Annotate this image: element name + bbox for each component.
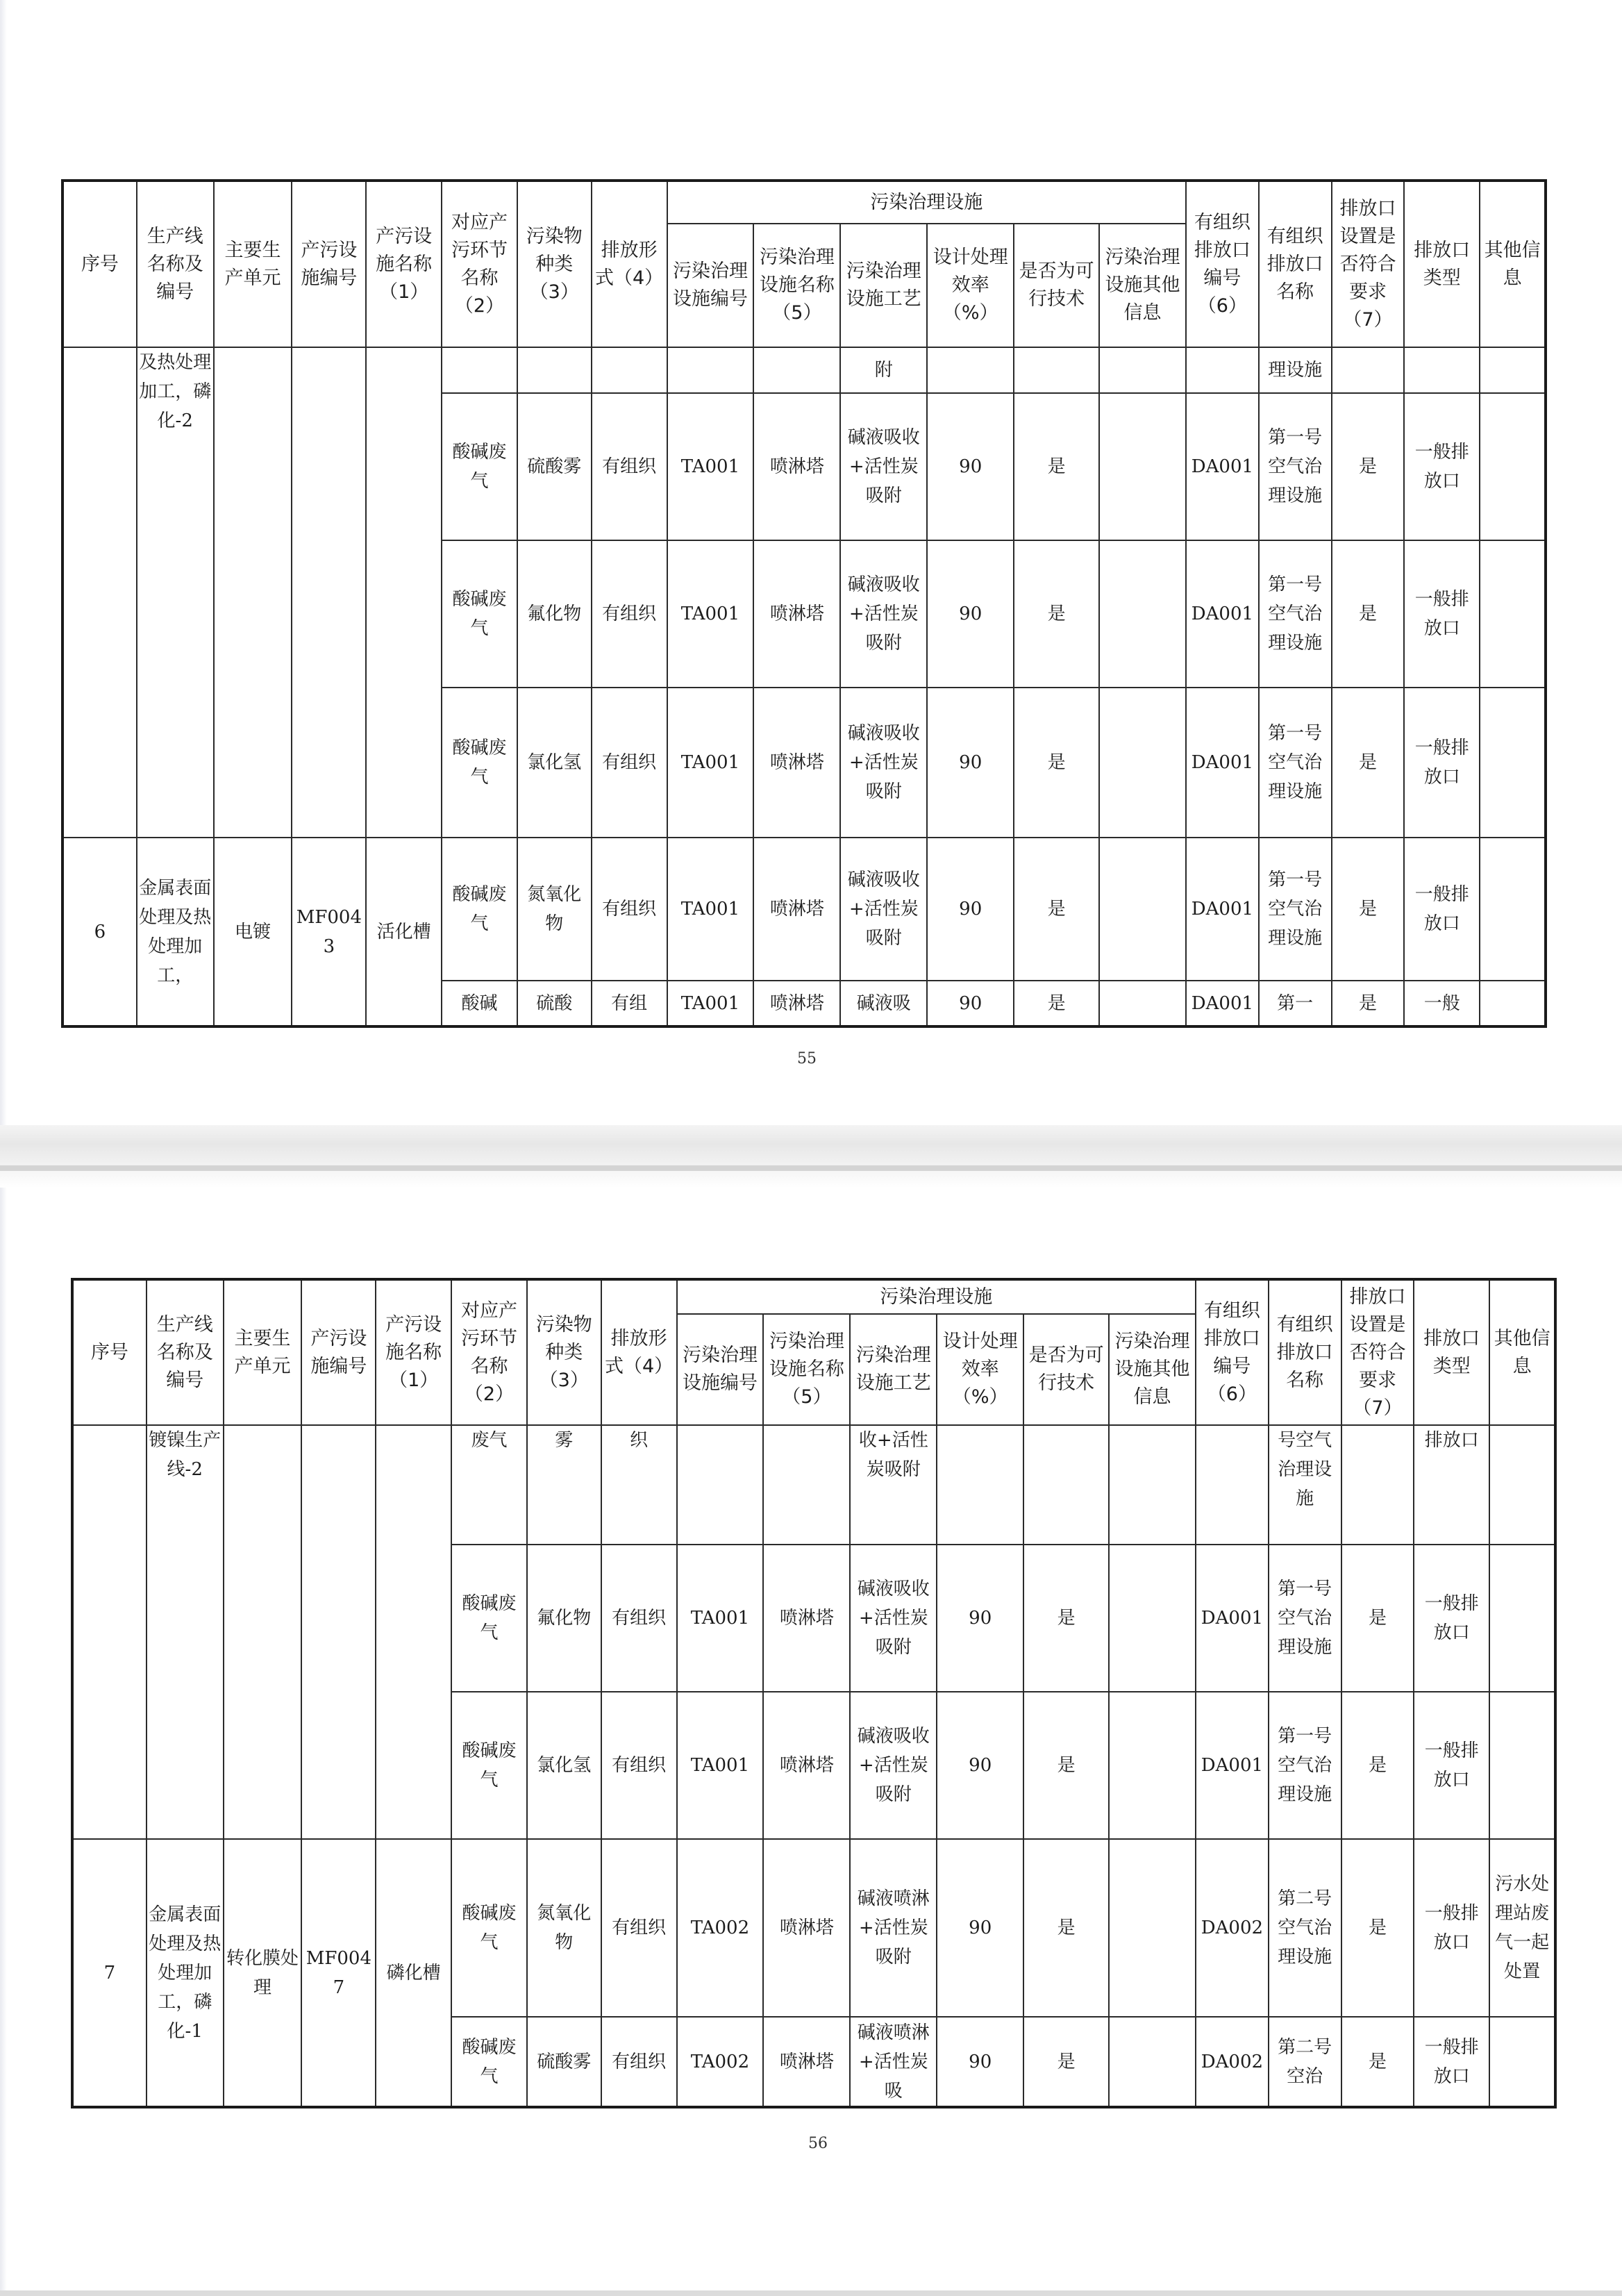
link-cell <box>442 347 517 393</box>
type-cell: 一般排放口 <box>1414 2017 1489 2107</box>
compliant-cell: 是 <box>1332 393 1405 540</box>
mode-cell: 有组织 <box>592 688 667 838</box>
page-number: 56 <box>808 2135 828 2152</box>
treat-other-cell <box>1099 838 1186 981</box>
treat-other-cell <box>1109 1692 1196 1839</box>
feasible-cell: 是 <box>1023 1545 1109 1692</box>
other-cell <box>1480 540 1546 688</box>
header-emission-mode: 排放形式（4） <box>592 181 667 347</box>
unit-cell: 电镀 <box>214 838 292 1026</box>
compliant-cell <box>1332 347 1405 393</box>
outlet-name-cell: 第二号空治 <box>1269 2017 1341 2107</box>
other-cell <box>1489 2017 1555 2107</box>
treat-other-cell <box>1099 393 1186 540</box>
outlet-name-cell: 第一号空气治理设施 <box>1259 838 1332 981</box>
outlet-no-cell: DA001 <box>1196 1545 1269 1692</box>
process-cell: 碱液吸 <box>840 981 927 1026</box>
treat-other-cell <box>1109 1425 1196 1545</box>
link-cell: 酸碱 <box>442 981 517 1026</box>
header-efficiency: 设计处理效率（%） <box>937 1314 1023 1425</box>
type-cell: 一般排放口 <box>1414 1839 1489 2017</box>
header-treat-process: 污染治理设施工艺 <box>850 1314 937 1425</box>
table-row <box>62 347 1546 393</box>
outlet-name-cell: 第一号空气治理设施 <box>1269 1692 1341 1839</box>
feasible-cell: 是 <box>1014 688 1099 838</box>
unit-cell <box>214 347 292 838</box>
outlet-name-cell: 第一号空气治理设施 <box>1259 688 1332 838</box>
compliant-cell <box>1341 1425 1414 1545</box>
type-cell: 一般排放口 <box>1404 540 1480 688</box>
compliant-cell: 是 <box>1341 2017 1414 2107</box>
treat-no-cell: TA001 <box>667 838 754 981</box>
pollutant-cell: 氟化物 <box>517 540 592 688</box>
treat-no-cell: TA001 <box>677 1545 764 1692</box>
eff-cell: 90 <box>927 540 1014 688</box>
process-cell: 碱液喷淋+活性炭吸附 <box>850 1839 937 2017</box>
header-group-treatment: 污染治理设施 <box>667 181 1187 224</box>
table-row <box>72 1425 1555 1545</box>
treat-other-cell <box>1109 1839 1196 2017</box>
other-cell <box>1480 981 1546 1026</box>
link-cell: 酸碱废气 <box>442 540 517 688</box>
page-56 <box>0 1195 1622 2278</box>
facility-no-cell: MF0043 <box>292 838 366 1026</box>
header-facility-no: 产污设施编号 <box>301 1279 376 1425</box>
header-emission-mode: 排放形式（4） <box>601 1279 677 1425</box>
type-cell: 一般排放口 <box>1404 688 1480 838</box>
header-group-treatment: 污染治理设施 <box>677 1279 1196 1314</box>
outlet-name-cell: 理设施 <box>1259 347 1332 393</box>
pollutant-cell: 雾 <box>527 1425 601 1545</box>
outlet-no-cell <box>1186 347 1259 393</box>
eff-cell: 90 <box>927 688 1014 838</box>
feasible-cell: 是 <box>1023 1692 1109 1839</box>
pollutant-cell: 硫酸 <box>517 981 592 1026</box>
process-cell: 附 <box>840 347 927 393</box>
treat-other-cell <box>1109 1545 1196 1692</box>
outlet-no-cell: DA001 <box>1186 688 1259 838</box>
treat-name-cell: 喷淋塔 <box>753 540 840 688</box>
header-seq: 序号 <box>72 1279 147 1425</box>
treat-no-cell <box>667 347 754 393</box>
header-treat-other: 污染治理设施其他信息 <box>1099 224 1186 347</box>
mode-cell: 织 <box>601 1425 677 1545</box>
outlet-name-cell: 第一号空气治理设施 <box>1259 393 1332 540</box>
link-cell: 酸碱废气 <box>442 393 517 540</box>
facility-no-cell <box>292 347 366 838</box>
eff-cell: 90 <box>937 1545 1023 1692</box>
outlet-no-cell <box>1196 1425 1269 1545</box>
process-cell: 碱液吸收+活性炭吸附 <box>840 688 927 838</box>
feasible-cell: 是 <box>1014 981 1099 1026</box>
outlet-name-cell: 第一号空气治理设施 <box>1259 540 1332 688</box>
outlet-no-cell: DA002 <box>1196 1839 1269 2017</box>
link-cell: 酸碱废气 <box>451 2017 527 2107</box>
outlet-name-cell: 号空气治理设施 <box>1269 1425 1341 1545</box>
header-facility-name: 产污设施名称（1） <box>366 181 442 347</box>
header-feasible: 是否为可行技术 <box>1014 224 1099 347</box>
pollutant-cell <box>517 347 592 393</box>
feasible-cell <box>1023 1425 1109 1545</box>
treat-other-cell <box>1109 2017 1196 2107</box>
link-cell: 废气 <box>451 1425 527 1545</box>
line-cell: 金属表面处理及热处理加工，磷化-1 <box>147 1839 224 2107</box>
other-cell <box>1489 1425 1555 1545</box>
page-55 <box>0 0 1622 1111</box>
eff-cell: 90 <box>927 393 1014 540</box>
header-facility-no: 产污设施编号 <box>292 181 366 347</box>
outlet-no-cell: DA001 <box>1186 981 1259 1026</box>
link-cell: 酸碱废气 <box>451 1545 527 1692</box>
pollution-facility-table <box>71 1278 1557 2108</box>
header-outlet-compliant: 排放口设置是否符合要求（7） <box>1341 1279 1414 1425</box>
eff-cell <box>937 1425 1023 1545</box>
header-other: 其他信息 <box>1480 181 1546 347</box>
compliant-cell: 是 <box>1332 540 1405 688</box>
page-gutter <box>0 1125 1622 1188</box>
feasible-cell: 是 <box>1014 540 1099 688</box>
type-cell <box>1404 347 1480 393</box>
header-unit: 主要生产单元 <box>224 1279 302 1425</box>
header-link: 对应产污环节名称（2） <box>442 181 517 347</box>
other-cell <box>1489 1545 1555 1692</box>
treat-other-cell <box>1099 688 1186 838</box>
header-facility-name: 产污设施名称（1） <box>376 1279 451 1425</box>
header-treat-no: 污染治理设施编号 <box>667 224 754 347</box>
feasible-cell <box>1014 347 1099 393</box>
header-outlet-name: 有组织排放口名称 <box>1259 181 1332 347</box>
type-cell: 排放口 <box>1414 1425 1489 1545</box>
mode-cell: 有组 <box>592 981 667 1026</box>
pollutant-cell: 硫酸雾 <box>527 2017 601 2107</box>
feasible-cell: 是 <box>1014 838 1099 981</box>
compliant-cell: 是 <box>1341 1839 1414 2017</box>
header-treat-no: 污染治理设施编号 <box>677 1314 764 1425</box>
compliant-cell: 是 <box>1332 838 1405 981</box>
mode-cell: 有组织 <box>592 838 667 981</box>
mode-cell: 有组织 <box>601 1545 677 1692</box>
feasible-cell: 是 <box>1014 393 1099 540</box>
treat-name-cell: 喷淋塔 <box>763 2017 850 2107</box>
mode-cell: 有组织 <box>592 540 667 688</box>
header-treat-name: 污染治理设施名称（5） <box>753 224 840 347</box>
eff-cell: 90 <box>927 838 1014 981</box>
process-cell: 碱液吸收+活性炭吸附 <box>850 1545 937 1692</box>
header-treat-other: 污染治理设施其他信息 <box>1109 1314 1196 1425</box>
outlet-no-cell: DA001 <box>1196 1692 1269 1839</box>
header-line: 生产线名称及编号 <box>147 1279 224 1425</box>
header-treat-process: 污染治理设施工艺 <box>840 224 927 347</box>
treat-name-cell: 喷淋塔 <box>753 393 840 540</box>
header-outlet-type: 排放口类型 <box>1404 181 1480 347</box>
outlet-no-cell: DA002 <box>1196 2017 1269 2107</box>
header-outlet-type: 排放口类型 <box>1414 1279 1489 1425</box>
type-cell: 一般排放口 <box>1414 1545 1489 1692</box>
header-outlet-name: 有组织排放口名称 <box>1269 1279 1341 1425</box>
process-cell: 收+活性炭吸附 <box>850 1425 937 1545</box>
treat-no-cell: TA001 <box>667 393 754 540</box>
pollutant-cell: 氯化氢 <box>517 688 592 838</box>
compliant-cell: 是 <box>1341 1692 1414 1839</box>
other-cell: 污水处理站废气一起处置 <box>1489 1839 1555 2017</box>
treat-no-cell: TA002 <box>677 2017 764 2107</box>
scan-edge <box>0 2290 1622 2296</box>
header-other: 其他信息 <box>1489 1279 1555 1425</box>
other-cell <box>1480 393 1546 540</box>
mode-cell: 有组织 <box>601 1692 677 1839</box>
treat-name-cell: 喷淋塔 <box>753 981 840 1026</box>
header-pollutant: 污染物种类（3） <box>517 181 592 347</box>
link-cell: 酸碱废气 <box>451 1839 527 2017</box>
page-number: 55 <box>797 1050 817 1067</box>
mode-cell: 有组织 <box>601 1839 677 2017</box>
facility-no-cell: MF0047 <box>301 1839 376 2107</box>
treat-name-cell <box>763 1425 850 1545</box>
treat-other-cell <box>1099 540 1186 688</box>
line-cell: 及热处理加工，磷化-2 <box>137 347 214 838</box>
outlet-no-cell: DA001 <box>1186 838 1259 981</box>
header-link: 对应产污环节名称（2） <box>451 1279 527 1425</box>
other-cell <box>1480 347 1546 393</box>
pollutant-cell: 氟化物 <box>527 1545 601 1692</box>
header-line: 生产线名称及编号 <box>137 181 214 347</box>
eff-cell: 90 <box>937 1839 1023 2017</box>
header-efficiency: 设计处理效率（%） <box>927 224 1014 347</box>
treat-no-cell: TA002 <box>677 1839 764 2017</box>
outlet-no-cell: DA001 <box>1186 540 1259 688</box>
line-cell: 镀镍生产线-2 <box>147 1425 224 1839</box>
header-feasible: 是否为可行技术 <box>1023 1314 1109 1425</box>
feasible-cell: 是 <box>1023 2017 1109 2107</box>
type-cell: 一般排放口 <box>1404 838 1480 981</box>
header-treat-name: 污染治理设施名称（5） <box>763 1314 850 1425</box>
other-cell <box>1480 838 1546 981</box>
pollutant-cell: 氯化氢 <box>527 1692 601 1839</box>
treat-other-cell <box>1099 981 1186 1026</box>
process-cell: 碱液吸收+活性炭吸附 <box>840 393 927 540</box>
process-cell: 碱液吸收+活性炭吸附 <box>850 1692 937 1839</box>
treat-name-cell: 喷淋塔 <box>753 688 840 838</box>
header-seq: 序号 <box>62 181 137 347</box>
table-row <box>72 1839 1555 2017</box>
eff-cell: 90 <box>927 981 1014 1026</box>
outlet-name-cell: 第一号空气治理设施 <box>1269 1545 1341 1692</box>
mode-cell <box>592 347 667 393</box>
treat-name-cell: 喷淋塔 <box>763 1692 850 1839</box>
link-cell: 酸碱废气 <box>442 688 517 838</box>
compliant-cell: 是 <box>1332 688 1405 838</box>
other-cell <box>1489 1692 1555 1839</box>
eff-cell: 90 <box>937 1692 1023 1839</box>
pollutant-cell: 氮氧化物 <box>527 1839 601 2017</box>
header-outlet-no: 有组织排放口编号（6） <box>1186 181 1259 347</box>
facility-name-cell <box>376 1425 451 1839</box>
link-cell: 酸碱废气 <box>451 1692 527 1839</box>
process-cell: 碱液喷淋+活性炭吸 <box>850 2017 937 2107</box>
outlet-name-cell: 第一 <box>1259 981 1332 1026</box>
treat-name-cell <box>753 347 840 393</box>
link-cell: 酸碱废气 <box>442 838 517 981</box>
unit-cell <box>224 1425 302 1839</box>
process-cell: 碱液吸收+活性炭吸附 <box>840 838 927 981</box>
treat-no-cell: TA001 <box>667 540 754 688</box>
treat-no-cell: TA001 <box>677 1692 764 1839</box>
eff-cell <box>927 347 1014 393</box>
treat-name-cell: 喷淋塔 <box>763 1839 850 2017</box>
seq-cell <box>62 347 137 838</box>
type-cell: 一般 <box>1404 981 1480 1026</box>
treat-other-cell <box>1099 347 1186 393</box>
seq-cell <box>72 1425 147 1839</box>
mode-cell: 有组织 <box>592 393 667 540</box>
header-outlet-compliant: 排放口设置是否符合要求（7） <box>1332 181 1405 347</box>
treat-name-cell: 喷淋塔 <box>753 838 840 981</box>
outlet-no-cell: DA001 <box>1186 393 1259 540</box>
mode-cell: 有组织 <box>601 2017 677 2107</box>
treat-no-cell <box>677 1425 764 1545</box>
outlet-name-cell: 第二号空气治理设施 <box>1269 1839 1341 2017</box>
pollutant-cell: 硫酸雾 <box>517 393 592 540</box>
facility-name-cell: 磷化槽 <box>376 1839 451 2107</box>
pollution-facility-table <box>61 179 1547 1028</box>
treat-name-cell: 喷淋塔 <box>763 1545 850 1692</box>
header-outlet-no: 有组织排放口编号（6） <box>1196 1279 1269 1425</box>
header-unit: 主要生产单元 <box>214 181 292 347</box>
other-cell <box>1480 688 1546 838</box>
type-cell: 一般排放口 <box>1414 1692 1489 1839</box>
pollutant-cell: 氮氧化物 <box>517 838 592 981</box>
table-row <box>62 838 1546 981</box>
treat-no-cell: TA001 <box>667 688 754 838</box>
compliant-cell: 是 <box>1341 1545 1414 1692</box>
seq-cell: 7 <box>72 1839 147 2107</box>
unit-cell: 转化膜处理 <box>224 1839 302 2107</box>
eff-cell: 90 <box>937 2017 1023 2107</box>
facility-name-cell: 活化槽 <box>366 838 442 1026</box>
feasible-cell: 是 <box>1023 1839 1109 2017</box>
treat-no-cell: TA001 <box>667 981 754 1026</box>
seq-cell: 6 <box>62 838 137 1026</box>
line-cell: 金属表面处理及热处理加工， <box>137 838 214 1026</box>
type-cell: 一般排放口 <box>1404 393 1480 540</box>
facility-name-cell <box>366 347 442 838</box>
compliant-cell: 是 <box>1332 981 1405 1026</box>
header-pollutant: 污染物种类（3） <box>527 1279 601 1425</box>
process-cell: 碱液吸收+活性炭吸附 <box>840 540 927 688</box>
facility-no-cell <box>301 1425 376 1839</box>
